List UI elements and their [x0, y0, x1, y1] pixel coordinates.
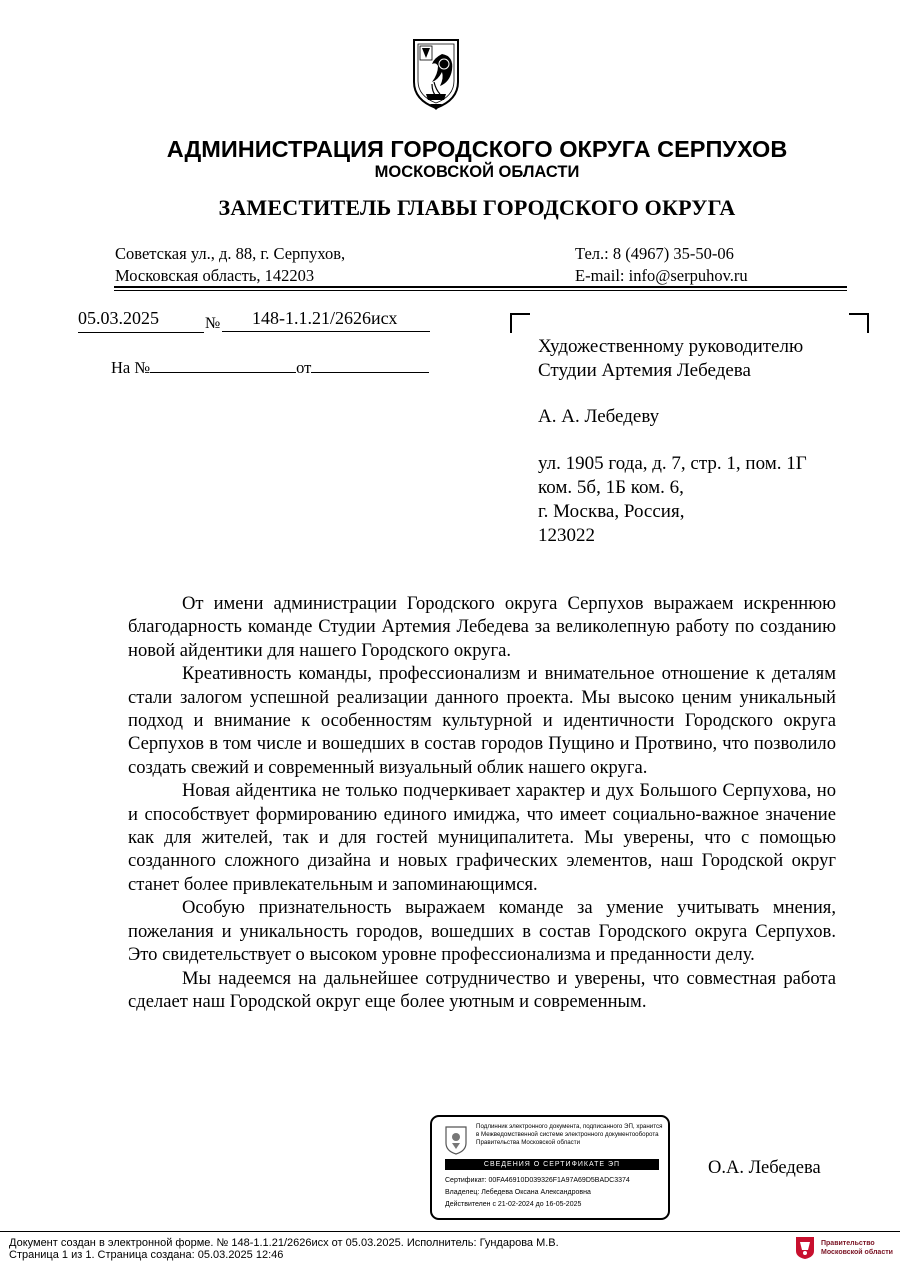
recipient-address [538, 452, 807, 548]
signer-name: О.А. Лебедева [708, 1158, 821, 1178]
footer-divider [0, 1231, 900, 1232]
recipient-position-line: Художественному руководителю [538, 336, 804, 357]
letter-paragraph: Особую признательность выражаем команде за умение учитывать мнения, пожелания и уникальность городов, вошедших в состав Городского округа Серпухов. Это свидетельствует о высоком уровне профессионализма и преданности делу. [128, 897, 836, 966]
recipient-position-line: Студии Артемия Лебедева [538, 360, 751, 381]
address-line: Советская ул., д. 88, г. Серпухов, [115, 244, 346, 263]
letter-body [128, 592, 836, 1013]
recipient-address-line: ком. 5б, 1Б ком. 6, [538, 477, 684, 498]
header-divider [114, 290, 847, 291]
reference-line [111, 356, 429, 378]
esignature-title-bar: СВЕДЕНИЯ О СЕРТИФИКАТЕ ЭП [445, 1159, 659, 1170]
org-title: АДМИНИСТРАЦИЯ ГОРОДСКОГО ОКРУГА СЕРПУХОВ [166, 136, 788, 162]
region-crest-icon [444, 1125, 468, 1155]
recipient-address-line: ул. 1905 года, д. 7, стр. 1, пом. 1Г [538, 453, 807, 474]
reference-from-label: от [296, 358, 312, 377]
letter-paragraph: Новая айдентика не только подчеркивает характер и дух Большого Серпухова, но и способствует формированию единого имиджа, что имеет социально-важное значение как для жителей, так и для гостей муниципалитета. Мы уверены, что с помощью созданного сложного дизайна и новых графических элементов, наш Городской округ станет более привлекательным и запоминающимся. [128, 780, 836, 895]
reference-label: На № [111, 358, 151, 377]
reference-date-blank [311, 356, 429, 373]
recipient-address-line: 123022 [538, 525, 595, 546]
esignature-certificate: Сертификат: 00FA46910D039326F1A97A69D5BADC3374 [445, 1177, 630, 1184]
registration-number-label: № [205, 315, 221, 332]
footer-line: Страница 1 из 1. Страница создана: 05.03.2025 12:46 [9, 1249, 284, 1261]
letter-paragraph: Мы надеемся на дальнейшее сотрудничество и уверены, что совместная работа сделает наш Городской округ еще более уютным и современным. [128, 967, 836, 1012]
email: E-mail: info@serpuhov.ru [575, 266, 748, 285]
esignature-owner: Владелец: Лебедева Оксана Александровна [445, 1189, 591, 1196]
esignature-validity: Действителен с 21-02-2024 до 16-05-2025 [445, 1201, 582, 1208]
letter-paragraph: Креативность команды, профессионализм и внимательное отношение к деталям стали залогом успешной реализации данного проекта. Мы высоко ценим уникальный подход и внимание к особенностям культурной и идентичности Городского округа Серпухов в том числе и вошедших в состав городов Пущино и Протвино, что позволило создать свежий и современный визуальный облик нашего округа. [128, 663, 836, 778]
esignature-note: Подлинник электронного документа, подписанного ЭП, хранится в Межведомственной системе электронного документооборота Правительства Московской области [476, 1123, 663, 1147]
electronic-signature-stamp [430, 1115, 670, 1220]
sender-contacts [575, 243, 748, 287]
gov-logo-text [821, 1239, 893, 1257]
letter-paragraph: От имени администрации Городского округа Серпухов выражаем искреннюю благодарность команде Студии Артемия Лебедева за великолепную работу по созданию новой айдентики для нашего Городского округа. [128, 593, 836, 661]
recipient-address-line: г. Москва, Россия, [538, 501, 685, 522]
coat-of-arms-icon [408, 34, 464, 112]
gov-logo-line: Московской области [821, 1249, 893, 1256]
address-corner-mark [849, 313, 869, 333]
phone: Тел.: 8 (4967) 35-50-06 [575, 244, 734, 263]
reference-number-blank [150, 356, 296, 373]
deputy-title: ЗАМЕСТИТЕЛЬ ГЛАВЫ ГОРОДСКОГО ОКРУГА [218, 195, 736, 220]
address-corner-mark [510, 313, 530, 333]
footer-line: Документ создан в электронной форме. № 148-1.1.21/2626исх от 05.03.2025. Исполнитель: Гундарова М.В. [9, 1237, 559, 1249]
gov-logo-line: Правительство [821, 1240, 875, 1247]
registration-number: 148-1.1.21/2626исх [222, 308, 430, 332]
address-line: Московская область, 142203 [115, 266, 315, 285]
recipient-position [538, 335, 803, 383]
moscow-region-government-logo-icon [795, 1236, 815, 1260]
sender-address [115, 243, 345, 287]
registration-date: 05.03.2025 [78, 308, 204, 333]
header-divider [114, 286, 847, 288]
recipient-name: А. А. Лебедеву [538, 406, 660, 427]
org-subtitle: МОСКОВСКОЙ ОБЛАСТИ [374, 163, 580, 181]
